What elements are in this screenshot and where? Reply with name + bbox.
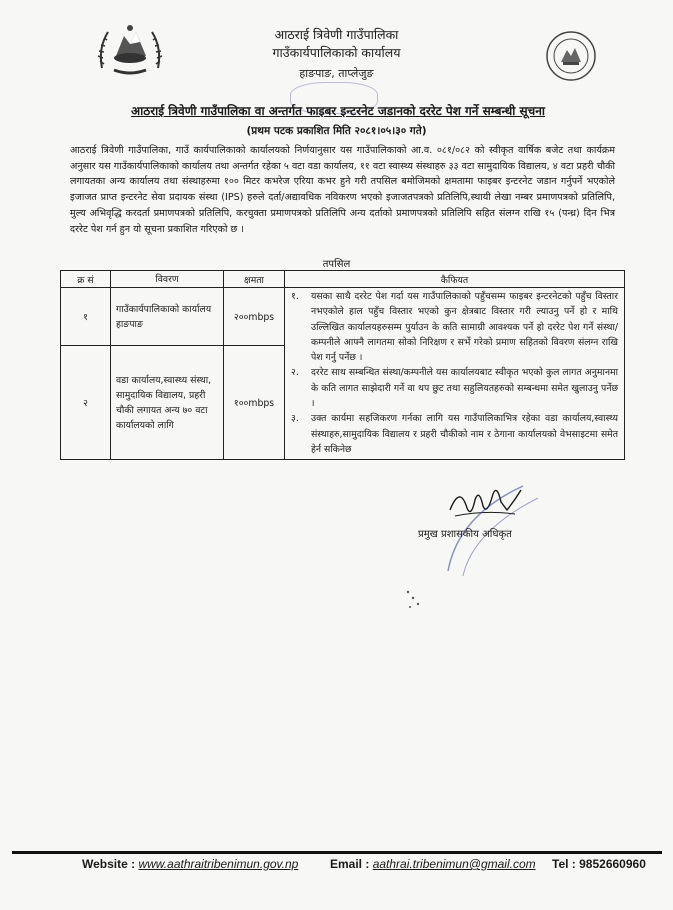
email-link[interactable]: aathrai.tribenimun@gmail.com bbox=[372, 857, 536, 871]
col-header-sn: क्र सं bbox=[61, 271, 111, 288]
officer-title: प्रमुख प्रशासकीय अधिकृत bbox=[418, 529, 512, 540]
table-header-row bbox=[61, 271, 625, 288]
row-description: गाउँकार्यपालिकाको कार्यालय हाङपाङ bbox=[111, 288, 224, 346]
remarks-cell bbox=[285, 288, 625, 460]
tel-label: Tel : bbox=[552, 857, 576, 871]
remark-item bbox=[291, 411, 618, 457]
col-header-remarks: कैफियत bbox=[285, 271, 625, 288]
footer-divider bbox=[12, 851, 662, 854]
row-capacity: २००mbps bbox=[224, 288, 285, 346]
remark-number: २. bbox=[291, 367, 299, 379]
remark-text: उक्त कार्यमा सहजिकरण गर्नका लागि यस गाउँपालिकाभित्र रहेका वडा कार्यालय,स्वास्थ्य संस्थाहरु,सामुदायिक विद्यालय र प्रहरी चौकीको नाम र ठेगाना कार्यालयको वेभसाइटमा समेत हेर्न सकिनेछ bbox=[311, 413, 618, 455]
footer-email bbox=[330, 857, 536, 871]
notice-body: आठराई त्रिवेणी गाउँपालिका, गाउँ कार्यपालिकाको कार्यालयको निर्णयानुसार यस गाउँपालिकाको आ.व. ०८१/०८२ को स्वीकृत वार्षिक बजेट तथा कार्यक्रम अनुसार यस गाउँकार्यपालिकाको कार्यालय तथा अन्तर्गत रहेका ५ वटा वडा कार्यालय, ११ वटा स्वास्थ्य संस्थाहरु ३३ वटा सामुदायिक विद्यालय, ४ वटा प्रहरी चौकी लगायतका अन्य कार्यालय तथा संस्थाहरुमा १०० मिटर कभरेज एरिया कभर हुने गरी तपसिल बमोजिमको क्षमतामा फाइबर इन्टरनेट जडान गर्नुपर्ने भएकोले इजाजत प्राप्त इन्टरनेट सेवा प्रदायक संस्था (IPS) हरुले दर्ता/अद्यावधिक नविकरण भएको इजाजतपत्रको प्रतिलिपि,स्थायी लेखा नम्बर प्रमाणपत्रको प्रतिलिपि, मुल्य अभिवृद्धि करदर्ता प्रमाणपत्रको प्रतिलिपि, करचुक्ता प्रमाणपत्रको प्रतिलिपि अन्य दर्ताको प्रमाणपत्रको प्रतिलिपि सहित संलग्न राखि १५ (पन्ध्र) दिन भित्र दररेट पेश गर्न हुन यो सूचना प्रकाशित गरिएको छ । bbox=[70, 145, 615, 235]
website-label: Website : bbox=[82, 857, 136, 871]
remark-item bbox=[291, 289, 618, 365]
notice-title: आठराई त्रिवेणी गाउँपालिका वा अन्तर्गत फाइबर इन्टरनेट जडानको दररेट पेश गर्ने सम्बन्धी सूचना bbox=[130, 104, 546, 118]
col-header-capacity: क्षमता bbox=[224, 271, 285, 288]
scanner-dots bbox=[404, 588, 424, 612]
office-name: गाउँकार्यपालिकाको कार्यालय bbox=[272, 45, 401, 60]
tel-number: 9852660960 bbox=[579, 857, 646, 871]
remark-number: ३. bbox=[291, 413, 299, 425]
remark-number: १. bbox=[291, 291, 299, 302]
row-capacity: १००mbps bbox=[224, 346, 285, 460]
table-row bbox=[61, 288, 625, 346]
remark-text: यसका साथै दररेट पेश गर्दा यस गाउँपालिकाको पहुँचसम्म फाइबर इन्टरनेटको पहुँच विस्तार नभएकोले हाल पहुँच विस्तार भएको कुन क्षेत्रबाट विस्तार गरी ल्याउनु पर्ने हो र माथि उल्लिखित कार्यालयहरुसम्म पुर्याउन के कति सामाग्री आवश्यक पर्ने हो दररेट पेश गर्ने संस्था/कम्पनीले आफ्नै लागतमा सोको निरिक्षण र सर्भे गरेको प्रमाण सहितको विवरण संलग्न राखि पेश गर्नु पर्नेछ । bbox=[311, 291, 618, 364]
row-sn: १ bbox=[61, 288, 111, 346]
remark-item bbox=[291, 365, 618, 411]
table-caption: तपसिल bbox=[322, 259, 351, 270]
row-description: वडा कार्यालय,स्वास्थ्य संस्था, सामुदायिक विद्यालय, प्रहरी चौकी लगायत अन्य ७० वटा कार्यालयको लागि bbox=[111, 346, 224, 460]
footer-tel bbox=[552, 857, 646, 871]
notice-publish-date: (प्रथम पटक प्रकाशित मिति २०८१।०५।३० गते) bbox=[246, 125, 427, 137]
office-address: हाङपाङ, ताप्लेजुङ bbox=[299, 67, 374, 80]
website-link[interactable]: www.aathraitribenimun.gov.np bbox=[138, 857, 299, 871]
municipality-name: आठराई त्रिवेणी गाउँपालिका bbox=[274, 27, 399, 42]
email-label: Email : bbox=[330, 857, 370, 871]
details-table bbox=[60, 270, 625, 460]
col-header-description: विवरण bbox=[111, 271, 224, 288]
remark-text: दररेट साथ सम्बन्धित संस्था/कम्पनीले यस कार्यालयबाट स्वीकृत भएको कुल लागत अनुमानमा के कति लागत साझेदारी गर्ने वा थप छुट तथा सहुलियतहरुको सम्बन्धमा समेत खुलाउनु पर्नेछ । bbox=[311, 367, 618, 410]
row-sn: २ bbox=[61, 346, 111, 460]
footer-website bbox=[82, 857, 298, 871]
